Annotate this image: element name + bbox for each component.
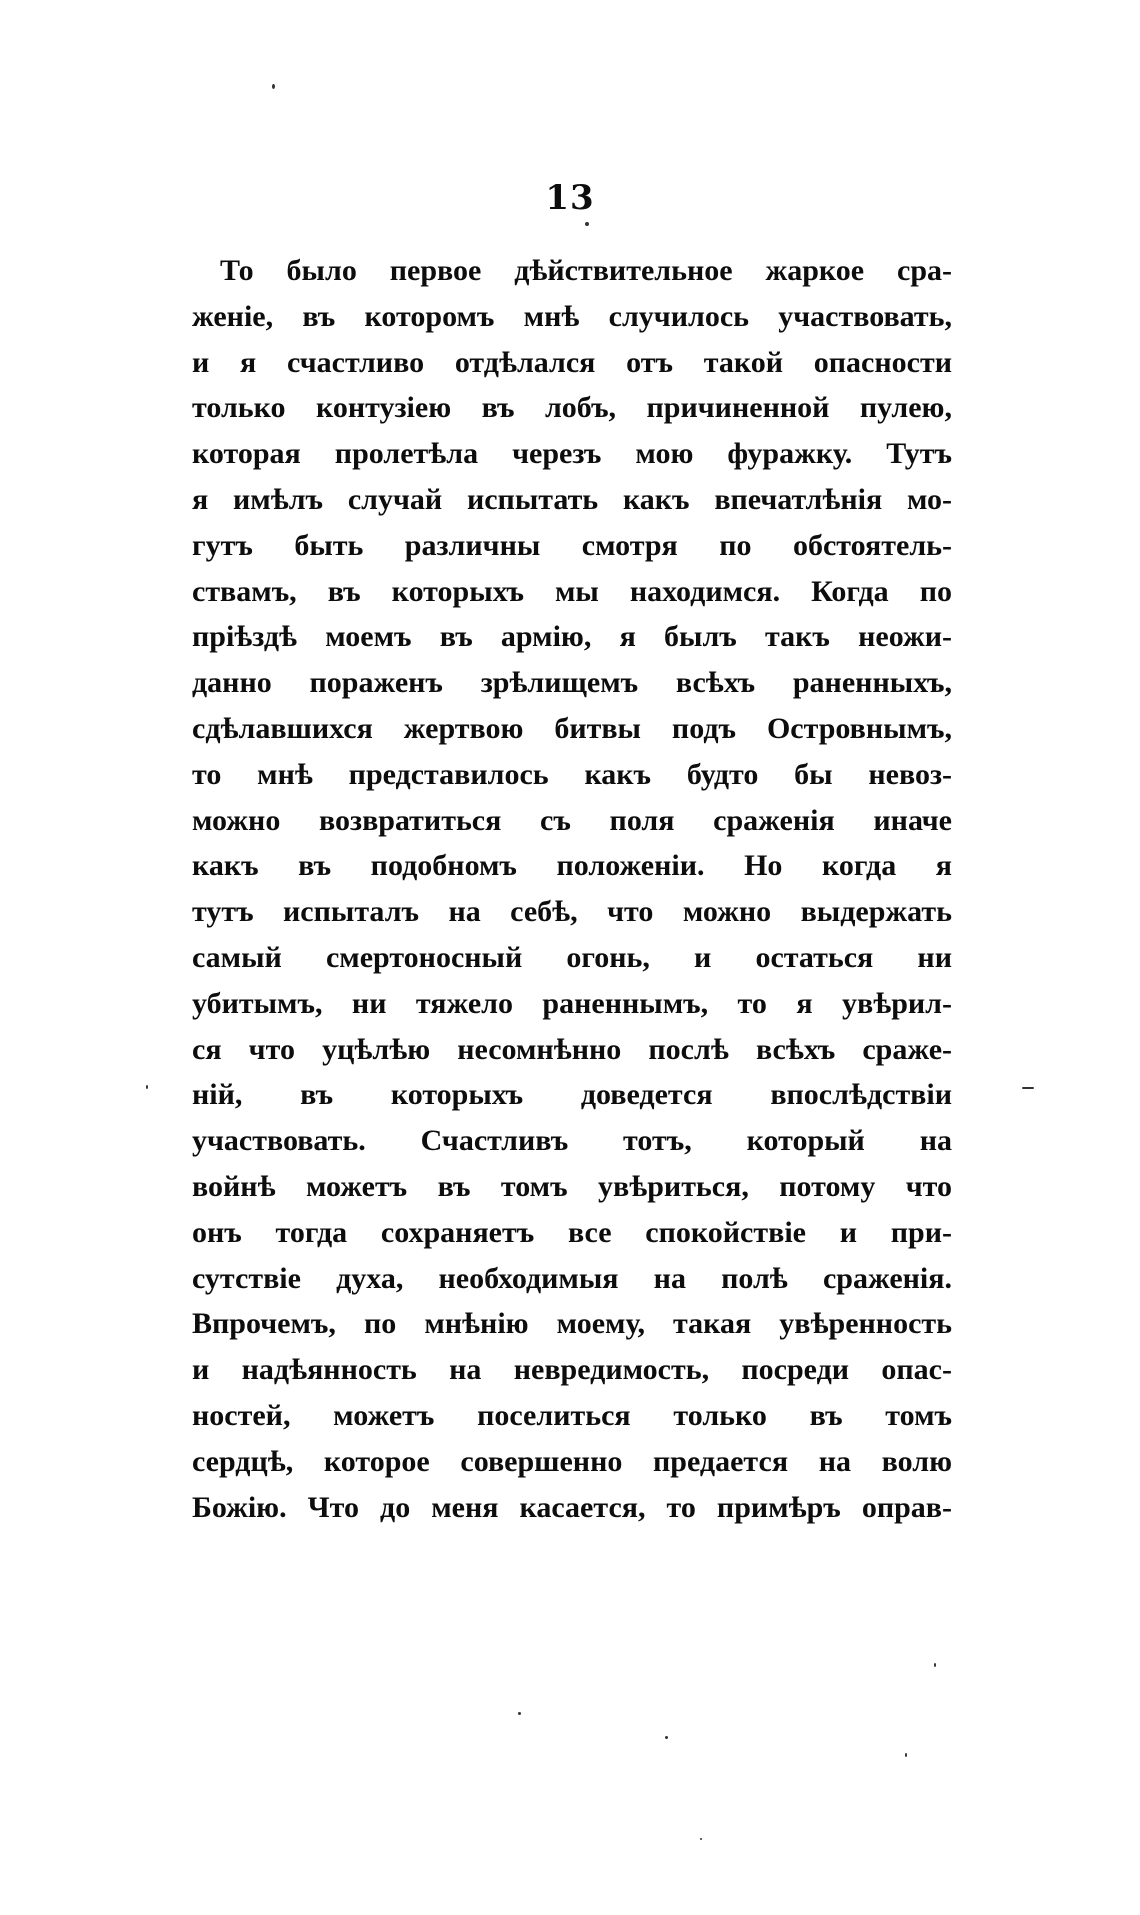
scan-speck — [272, 84, 275, 89]
page-number: 13 — [545, 178, 595, 218]
scan-speck — [518, 1712, 521, 1715]
text-line: тутъ испыталъ на себѣ, что можно выдержать — [192, 895, 952, 929]
text-line: ся что уцѣлѣю несомнѣнно послѣ всѣхъ сраже- — [192, 1032, 952, 1066]
text-line: убитымъ, ни тяжело раненнымъ, то я увѣрил- — [192, 986, 952, 1020]
text-line: ній, въ которыхъ доведется впослѣдствіи — [192, 1078, 952, 1112]
text-line: и надѣянность на невредимость, посреди опас- — [192, 1353, 952, 1387]
text-line: То было первое дѣйствительное жаркое сра- — [220, 254, 952, 287]
scan-speck — [585, 222, 589, 226]
text-line: гутъ быть различны смотря по обстоятель- — [192, 528, 952, 562]
scan-speck — [934, 1663, 936, 1667]
text-line: можно возвратиться съ поля сраженія иначе — [192, 803, 952, 837]
text-line: которая пролетѣла черезъ мою фуражку. Тутъ — [192, 437, 952, 471]
text-line: пріѣздѣ моемъ въ армію, я былъ такъ неожи- — [192, 620, 952, 654]
text-line: Божію. Что до меня касается, то примѣръ оправ- — [192, 1490, 952, 1524]
text-line: я имѣлъ случай испытать какъ впечатлѣнія мо- — [192, 482, 952, 516]
scan-speck — [700, 1838, 702, 1840]
text-line: ствамъ, въ которыхъ мы находимся. Когда по — [192, 574, 952, 608]
text-line: участвовать. Счастливъ тотъ, который на — [192, 1124, 952, 1158]
scan-speck — [1022, 1087, 1034, 1089]
text-line: какъ въ подобномъ положеніи. Но когда я — [192, 849, 952, 883]
scan-speck — [665, 1736, 668, 1739]
text-line: данно пораженъ зрѣлищемъ всѣхъ раненныхъ, — [192, 666, 952, 700]
text-line: ностей, можетъ поселиться только въ томъ — [192, 1398, 952, 1432]
text-line: то мнѣ представилось какъ будто бы невоз- — [192, 757, 952, 791]
text-line: сдѣлавшихся жертвою битвы подъ Островнымъ, — [192, 711, 952, 745]
scan-speck — [146, 1085, 148, 1089]
text-line: сутствіе духа, необходимыя на полѣ сраженія. — [192, 1261, 952, 1295]
scan-speck — [905, 1753, 907, 1757]
text-line: сердцѣ, которое совершенно предается на волю — [192, 1444, 952, 1478]
text-line: и я счастливо отдѣлался отъ такой опасности — [192, 345, 952, 379]
text-line: Впрочемъ, по мнѣнію моему, такая увѣренность — [192, 1307, 952, 1341]
text-line: онъ тогда сохраняетъ все спокойствіе и при- — [192, 1215, 952, 1249]
text-line: только контузіею въ лобъ, причиненной пулею, — [192, 391, 952, 425]
text-line: женіе, въ которомъ мнѣ случилось участвовать, — [192, 299, 952, 333]
text-line: самый смертоносный огонь, и остаться ни — [192, 940, 952, 974]
text-line: войнѣ можетъ въ томъ увѣриться, потому что — [192, 1169, 952, 1203]
body-text — [192, 248, 952, 1530]
